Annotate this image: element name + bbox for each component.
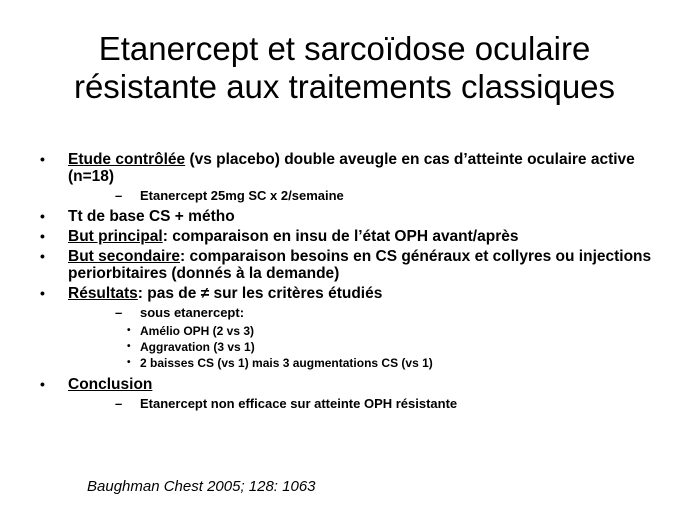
resultats-detail: : pas de ≠ sur les critères étudiés (137, 285, 383, 302)
etude-label: Etude contrôlée (68, 151, 186, 168)
but-secondaire-detail: : comparaison besoins en CS généraux et collyres ou injections periorbitaires (donnés à la demande) (68, 248, 652, 282)
bullet-etude-text (68, 151, 670, 185)
tt-base-text: Tt de base CS + métho (68, 208, 235, 225)
but-secondaire-text (68, 248, 670, 282)
bullet-dot-icon: • (40, 248, 45, 264)
but-principal-detail: : comparaison en insu de l’état OPH avant/après (162, 228, 519, 245)
detail-text: 2 baisses CS (vs 1) mais 3 augmentations CS (vs 1) (140, 356, 433, 370)
bullet-but-secondaire (40, 248, 670, 282)
bullet-resultats (40, 285, 670, 302)
etanercept-dose-text: Etanercept 25mg SC x 2/semaine (140, 188, 344, 203)
slide-title-line-1: Etanercept et sarcoïdose oculaire (98, 30, 591, 67)
sous-etanercept-text: sous etanercept: (140, 305, 245, 320)
bullet-dot-icon: • (40, 228, 45, 244)
conclusion-text (68, 376, 670, 393)
detail-text: Amélio OPH (2 vs 3) (140, 324, 255, 338)
resultats-text (68, 285, 670, 302)
conclusion-detail-text: Etanercept non efficace sur atteinte OPH résistante (140, 396, 458, 411)
detail-baisses-cs (40, 355, 670, 371)
bullet-etude (40, 151, 670, 185)
detail-amelio-oph (40, 323, 670, 339)
bullet-dot-icon: • (40, 376, 45, 392)
but-secondaire-label: But secondaire (68, 248, 180, 265)
sub-bullet-sous-etanercept (40, 305, 670, 320)
small-bullet-icon: • (127, 357, 131, 368)
slide-content (40, 151, 670, 416)
bullet-dot-icon: • (40, 285, 45, 301)
bullet-tt-base (40, 208, 670, 225)
but-principal-text (68, 228, 670, 245)
small-bullet-icon: • (127, 341, 131, 352)
dash-bullet-icon: – (115, 188, 123, 203)
slide-title (0, 30, 689, 106)
sub-bullet-conclusion (40, 396, 670, 411)
small-bullet-icon: • (127, 325, 131, 336)
sub-bullet-etanercept-dose (40, 188, 670, 203)
but-principal-label: But principal (68, 228, 163, 245)
detail-text: Aggravation (3 vs 1) (140, 340, 255, 354)
etude-detail: (vs placebo) double aveugle en cas d’atteinte oculaire active (n=18) (68, 151, 635, 185)
detail-aggravation (40, 339, 670, 355)
dash-bullet-icon: – (115, 396, 123, 411)
dash-bullet-icon: – (115, 305, 123, 320)
bullet-conclusion (40, 376, 670, 393)
resultats-label: Résultats (68, 285, 138, 302)
bullet-dot-icon: • (40, 208, 45, 224)
citation-reference: Baughman Chest 2005; 128: 1063 (87, 478, 316, 495)
bullet-dot-icon: • (40, 151, 45, 167)
bullet-but-principal (40, 228, 670, 245)
slide-title-line-2: résistante aux traitements classiques (73, 68, 616, 105)
conclusion-label: Conclusion (68, 376, 153, 393)
